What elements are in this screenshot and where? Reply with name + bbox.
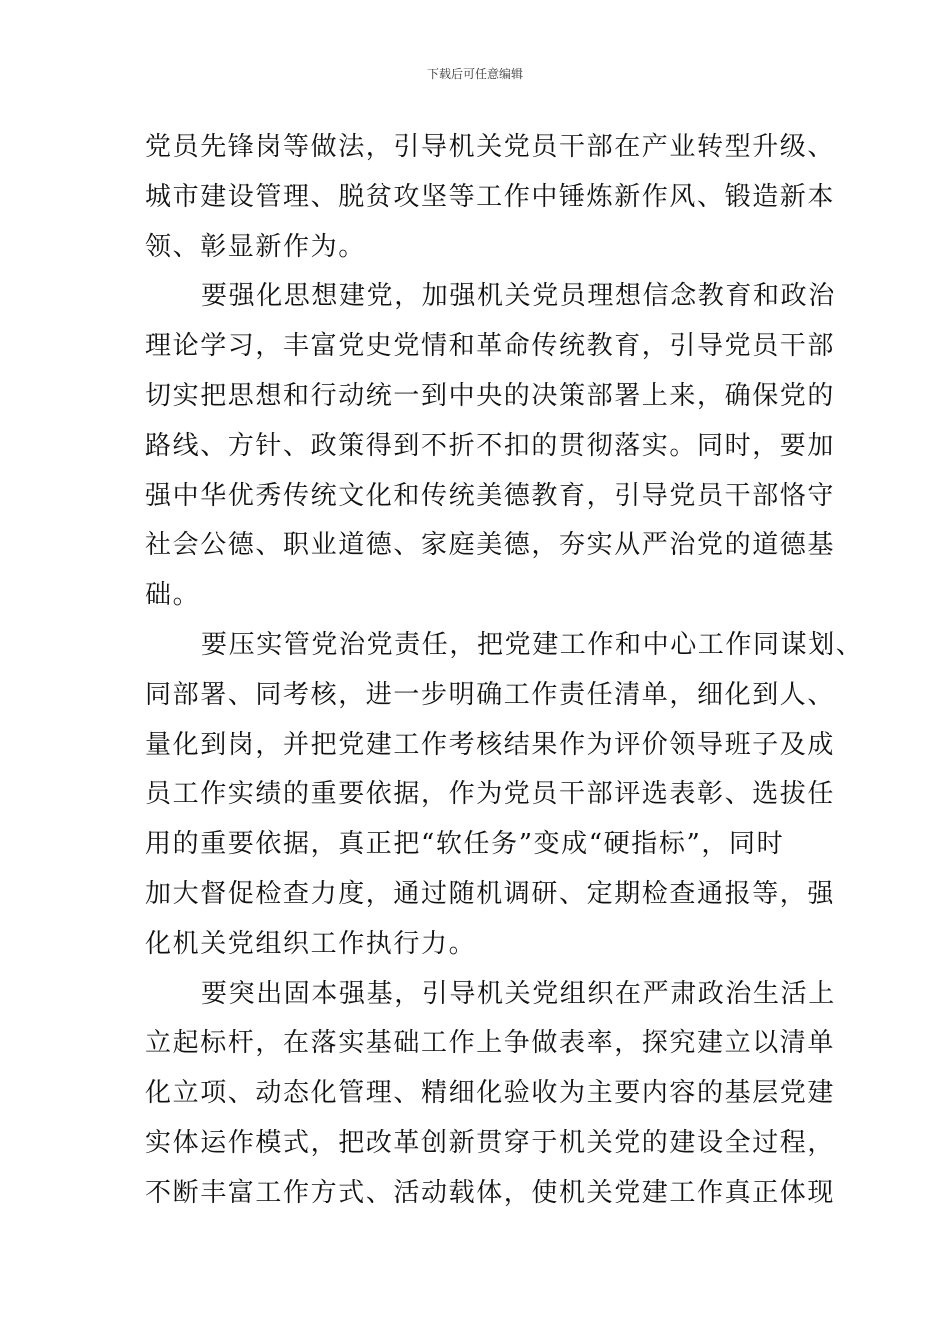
paragraph-3: [145, 621, 864, 970]
text-line: 领、彰显新作为。: [145, 231, 366, 262]
text-line: 立起标杆，在落实基础工作上争做表率，探究建立以清单: [145, 1028, 836, 1059]
text-line: 加大督促检查力度，通过随机调研、定期检查通报等，强: [145, 878, 836, 909]
text-line: 强中华优秀传统文化和传统美德教育，引导党员干部恪守: [145, 480, 836, 511]
text-line: 切实把思想和行动统一到中央的决策部署上来，确保党的: [145, 380, 836, 411]
text-line: 同部署、同考核，进一步明确工作责任清单，细化到人、: [145, 679, 836, 710]
text-line: 不断丰富工作方式、活动载体，使机关党建工作真正体现: [145, 1177, 836, 1208]
text-line: 用的重要依据，真正把“软任务”变成“硬指标”，同时: [145, 829, 785, 860]
text-line: 党员先锋岗等做法，引导机关党员干部在产业转型升级、: [145, 132, 836, 162]
text-line: 员工作实绩的重要依据，作为党员干部评选表彰、选拔任: [145, 779, 836, 810]
text-line: 化立项、动态化管理、精细化验收为主要内容的基层党建: [145, 1078, 836, 1109]
text-line: 路线、方针、政策得到不折不扣的贯彻落实。同时，要加: [145, 430, 836, 461]
paragraph-4: [145, 970, 836, 1219]
text-line: 要强化思想建党，加强机关党员理想信念教育和政治: [201, 281, 836, 312]
text-line: 理论学习，丰富党史党情和革命传统教育，引导党员干部: [145, 331, 836, 362]
paragraph-1: [145, 123, 836, 272]
text-line: 实体运作模式，把改革创新贯穿于机关党的建设全过程，: [145, 1127, 836, 1158]
text-line: 础。: [145, 580, 201, 611]
text-line: 化机关党组织工作执行力。: [145, 928, 477, 959]
text-line: 量化到岗，并把党建工作考核结果作为评价领导班子及成: [145, 729, 836, 760]
body-text: [145, 123, 864, 1219]
paragraph-2: [145, 272, 836, 621]
text-line: 城市建设管理、脱贫攻坚等工作中锤炼新作风、锻造新本: [145, 181, 836, 212]
text-line: 要压实管党治党责任，把党建工作和中心工作同谋划、: [201, 629, 864, 660]
page-header: 下载后可任意编辑: [426, 67, 523, 81]
text-line: 要突出固本强基，引导机关党组织在严肃政治生活上: [201, 978, 836, 1009]
text-line: 社会公德、职业道德、家庭美德，夯实从严治党的道德基: [145, 530, 836, 561]
